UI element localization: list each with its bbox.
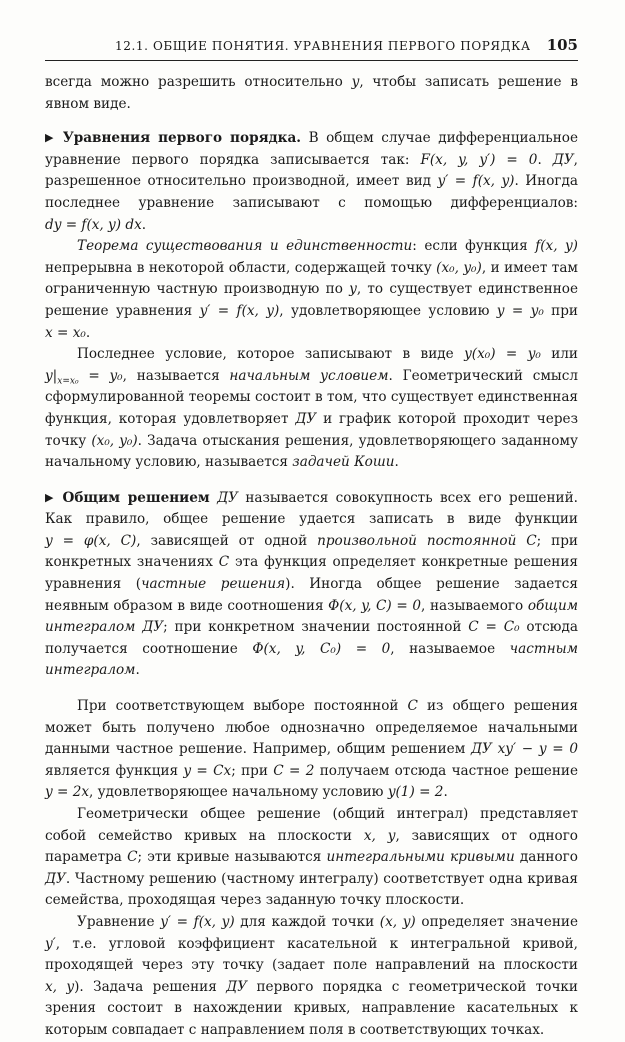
paragraph-general-solution: ▶ Общим решением ДУ называется совокупность всех его решений. Как правило, общее решение удается записать в виде функции y = φ(x, C), зависящей от одной произвольной постоянной C; при конкретных значениях C эта функция определяет конкретные решения уравнения (частные решения). Иногда общее решение задается неявным образом в виде соотношения Φ(x, y, C) = 0, называемого общим интегралом ДУ; при конкретном значении постоянной C = C₀ отсюда получается соотношение Φ(x, y, C₀) = 0, называемое частным интегралом. <box>45 489 579 679</box>
paragraph-geometric-meaning: Геометрически общее решение (общий интеграл) представляет собой семейство кривых на плоскости x, y, зависящих от одного параметра C; эти кривые называются интегральными кривыми данного ДУ. Частному решению (частному интегралу) соответствует одна кривая семейства, проходящая через заданную точку плоскости. <box>45 806 578 909</box>
paragraph-initial-condition: Последнее условие, которое записывают в виде y(x₀) = y₀ или $y|_{x=x_0} = y_0$, называется начальным условием. Геометрический смысл сформулированной теоремы состоит в том, что существует единственная функция, которая удовлетворяет ДУ и график которой проходит через точку (x₀, y₀). Задача отыскания решения, удовлетворяющего заданному начальному условию, называется задачей Коши. <box>45 346 579 471</box>
section-heading-general-solution: Общим решением <box>62 489 210 506</box>
page-body <box>45 72 578 1042</box>
page-header <box>45 36 578 61</box>
paragraph-direction-field: Уравнение y′ = f(x, y) для каждой точки (x, y) определяет значение y′, т.е. угловой коэффициент касательной к интегральной кривой, проходящей через эту точку (задает поле направлений на плоскости x, y). Задача решения ДУ первого порядка с геометрической точки зрения состоит в нахождении кривых, направление касательных к которым совпадает с направлением поля в соответствующих точках. <box>45 913 578 1038</box>
triangle-bullet-icon: ▶ <box>45 131 57 145</box>
running-title: 12.1. ОБЩИЕ ПОНЯТИЯ. УРАВНЕНИЯ ПЕРВОГО ПОРЯДКА <box>115 39 531 53</box>
section-heading-first-order: Уравнения первого порядка. <box>62 130 302 147</box>
triangle-bullet-icon: ▶ <box>45 490 57 504</box>
paragraph-first-order-equations: ▶ Уравнения первого порядка. В общем случае дифференциальное уравнение первого порядка записывается так: F(x, y, y′) = 0. ДУ, разрешенное относительно производной, имеет вид y′ = f(x, y). Иногда последнее уравнение записывают с помощью дифференциалов: dy = f(x, y) dx. <box>45 130 578 233</box>
paragraph-intro: всегда можно разрешить относительно y, чтобы записать решение в явном виде. <box>45 74 578 112</box>
page-number: 105 <box>546 36 578 54</box>
paragraph-existence-theorem: Теорема существования и единственности: если функция f(x, y) непрерывна в некоторой области, содержащей точку (x₀, y₀), и имеет там ограниченную частную производную по y, то существует единственное решение уравнения y′ = f(x, y), удовлетворяющее условию y = y₀ при x = x₀. <box>45 238 579 341</box>
paragraph-particular-solution: При соответствующем выборе постоянной C из общего решения может быть получено любое однозначно определяемое начальными данными частное решение. Например, общим решением ДУ xy′ − y = 0 является функция y = Cx; при C = 2 получаем отсюда частное решение y = 2x, удовлетворяющее начальному условию y(1) = 2. <box>45 698 579 801</box>
